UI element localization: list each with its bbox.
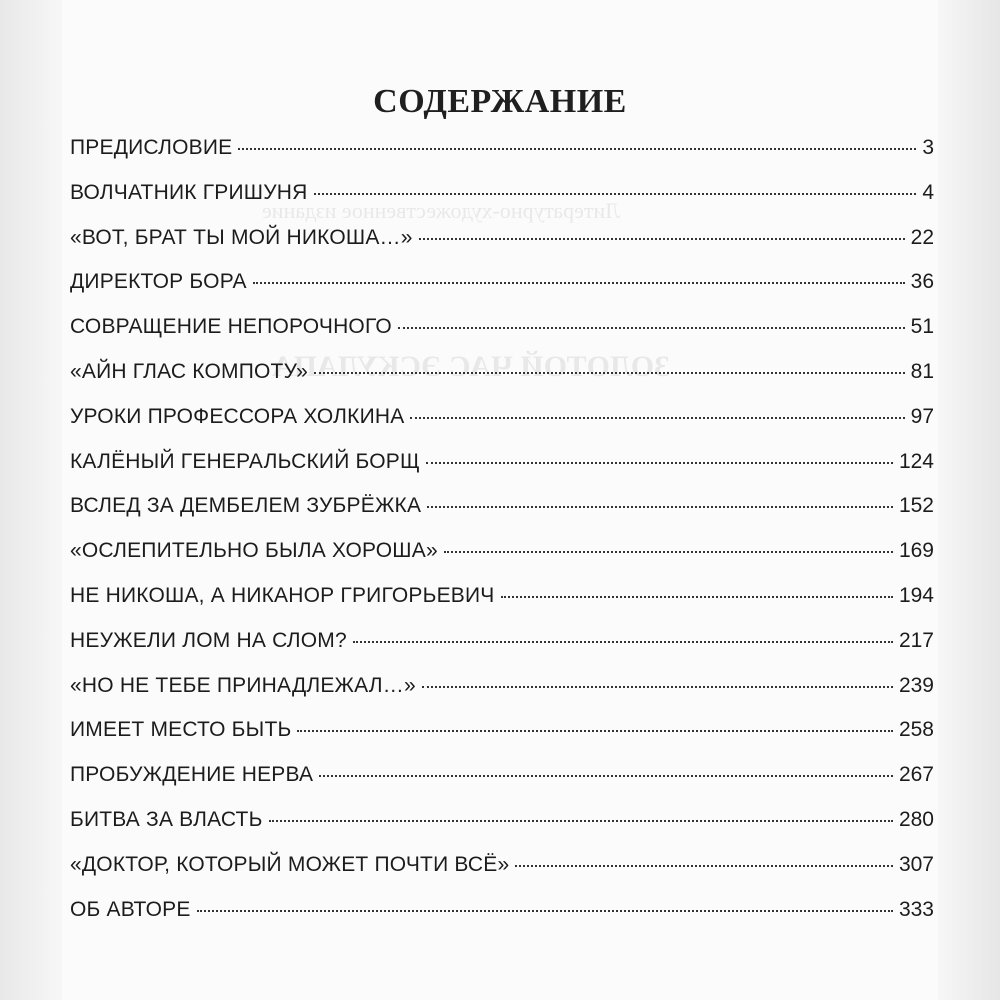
toc-page-number: 333	[898, 897, 934, 921]
toc-entry	[70, 405, 934, 450]
toc-page-number: 169	[898, 539, 934, 563]
dot-leader	[353, 641, 893, 643]
toc-entry-title: «НО НЕ ТЕБЕ ПРИНАДЛЕЖАЛ…»	[70, 673, 416, 697]
page-title: СОДЕРЖАНИЕ	[373, 82, 627, 120]
toc-entry-title: НЕУЖЕЛИ ЛОМ НА СЛОМ?	[70, 628, 347, 652]
toc-entry-title: ДИРЕКТОР БОРА	[70, 270, 247, 294]
toc-entry	[70, 494, 934, 539]
dot-leader	[422, 686, 893, 688]
toc-page-number: 36	[910, 270, 934, 294]
toc-page-number: 124	[898, 449, 934, 473]
toc-entry	[70, 226, 934, 271]
show-through-line: ЗОЛОТОЙ ЧАС ЭСКУЛАПА	[272, 350, 670, 383]
toc-entry-title: СОВРАЩЕНИЕ НЕПОРОЧНОГО	[70, 315, 392, 339]
toc-entry	[70, 360, 934, 405]
toc-entry	[70, 898, 934, 943]
dot-leader	[269, 820, 893, 822]
page-edge-shadow-right	[938, 0, 1000, 1000]
toc-entry	[70, 270, 934, 315]
dot-leader	[319, 775, 893, 777]
dot-leader	[197, 910, 893, 912]
dot-leader	[253, 282, 905, 284]
toc-entry-title: КАЛЁНЫЙ ГЕНЕРАЛЬСКИЙ БОРЩ	[70, 449, 420, 473]
show-through-line: Литературно-художественное издание	[262, 198, 621, 223]
toc-page-number: 97	[910, 404, 934, 428]
toc-entry-title: «АЙН ГЛАС КОМПОТУ»	[70, 359, 309, 383]
toc-page-number: 194	[898, 583, 934, 607]
dot-leader	[314, 372, 905, 374]
toc-entry	[70, 674, 934, 719]
page-edge-shadow-left	[0, 0, 62, 1000]
toc-entry	[70, 181, 934, 226]
toc-entry-title: ПРОБУЖДЕНИЕ НЕРВА	[70, 763, 314, 787]
toc-entry	[70, 853, 934, 898]
toc-entry	[70, 450, 934, 495]
toc-page-number: 258	[898, 718, 934, 742]
toc-entry-title: БИТВА ЗА ВЛАСТЬ	[70, 807, 263, 831]
toc-page-number: 217	[898, 628, 934, 652]
toc-entry	[70, 629, 934, 674]
dot-leader	[515, 865, 893, 867]
toc-page-number: 152	[898, 494, 934, 518]
toc-entry	[70, 763, 934, 808]
toc-page-number: 3	[922, 136, 934, 159]
toc-page-number: 267	[898, 763, 934, 787]
toc-entry-title: ВСЛЕД ЗА ДЕМБЕЛЕМ ЗУБРЁЖКА	[70, 494, 422, 518]
dot-leader	[501, 596, 893, 598]
toc-entry	[70, 718, 934, 763]
toc-entry	[70, 136, 934, 181]
toc-entry-title: ИМЕЕТ МЕСТО БЫТЬ	[70, 718, 292, 742]
toc-entry	[70, 315, 934, 360]
toc-entry-title: «ДОКТОР, КОТОРЫЙ МОЖЕТ ПОЧТИ ВСЁ»	[70, 852, 510, 876]
toc-entry	[70, 539, 934, 584]
table-of-contents	[70, 136, 934, 942]
dot-leader	[398, 327, 905, 329]
toc-page-number: 4	[922, 180, 934, 204]
toc-page-number: 22	[910, 225, 934, 249]
dot-leader	[426, 462, 893, 464]
toc-entry-title: «ОСЛЕПИТЕЛЬНО БЫЛА ХОРОША»	[70, 539, 438, 563]
toc-page-number: 280	[898, 807, 934, 831]
dot-leader	[314, 193, 917, 195]
toc-page-number: 81	[910, 359, 934, 383]
toc-page-number: 307	[898, 852, 934, 876]
toc-entry-title: ВОЛЧАТНИК ГРИШУНЯ	[70, 180, 308, 204]
dot-leader	[444, 551, 893, 553]
toc-entry	[70, 584, 934, 629]
toc-page-number: 51	[910, 315, 934, 339]
toc-entry-title: ОБ АВТОРЕ	[70, 897, 191, 921]
toc-entry-title: УРОКИ ПРОФЕССОРА ХОЛКИНА	[70, 404, 405, 428]
dot-leader	[427, 506, 893, 508]
toc-entry-title: НЕ НИКОША, А НИКАНОР ГРИГОРЬЕВИЧ	[70, 583, 495, 607]
dot-leader	[238, 148, 916, 150]
toc-entry-title: ПРЕДИСЛОВИЕ	[70, 136, 233, 159]
toc-entry-title: «ВОТ, БРАТ ТЫ МОЙ НИКОША…»	[70, 225, 413, 249]
dot-leader	[419, 238, 905, 240]
dot-leader	[297, 730, 892, 732]
toc-entry	[70, 808, 934, 853]
toc-page-number: 239	[898, 673, 934, 697]
dot-leader	[410, 417, 904, 419]
